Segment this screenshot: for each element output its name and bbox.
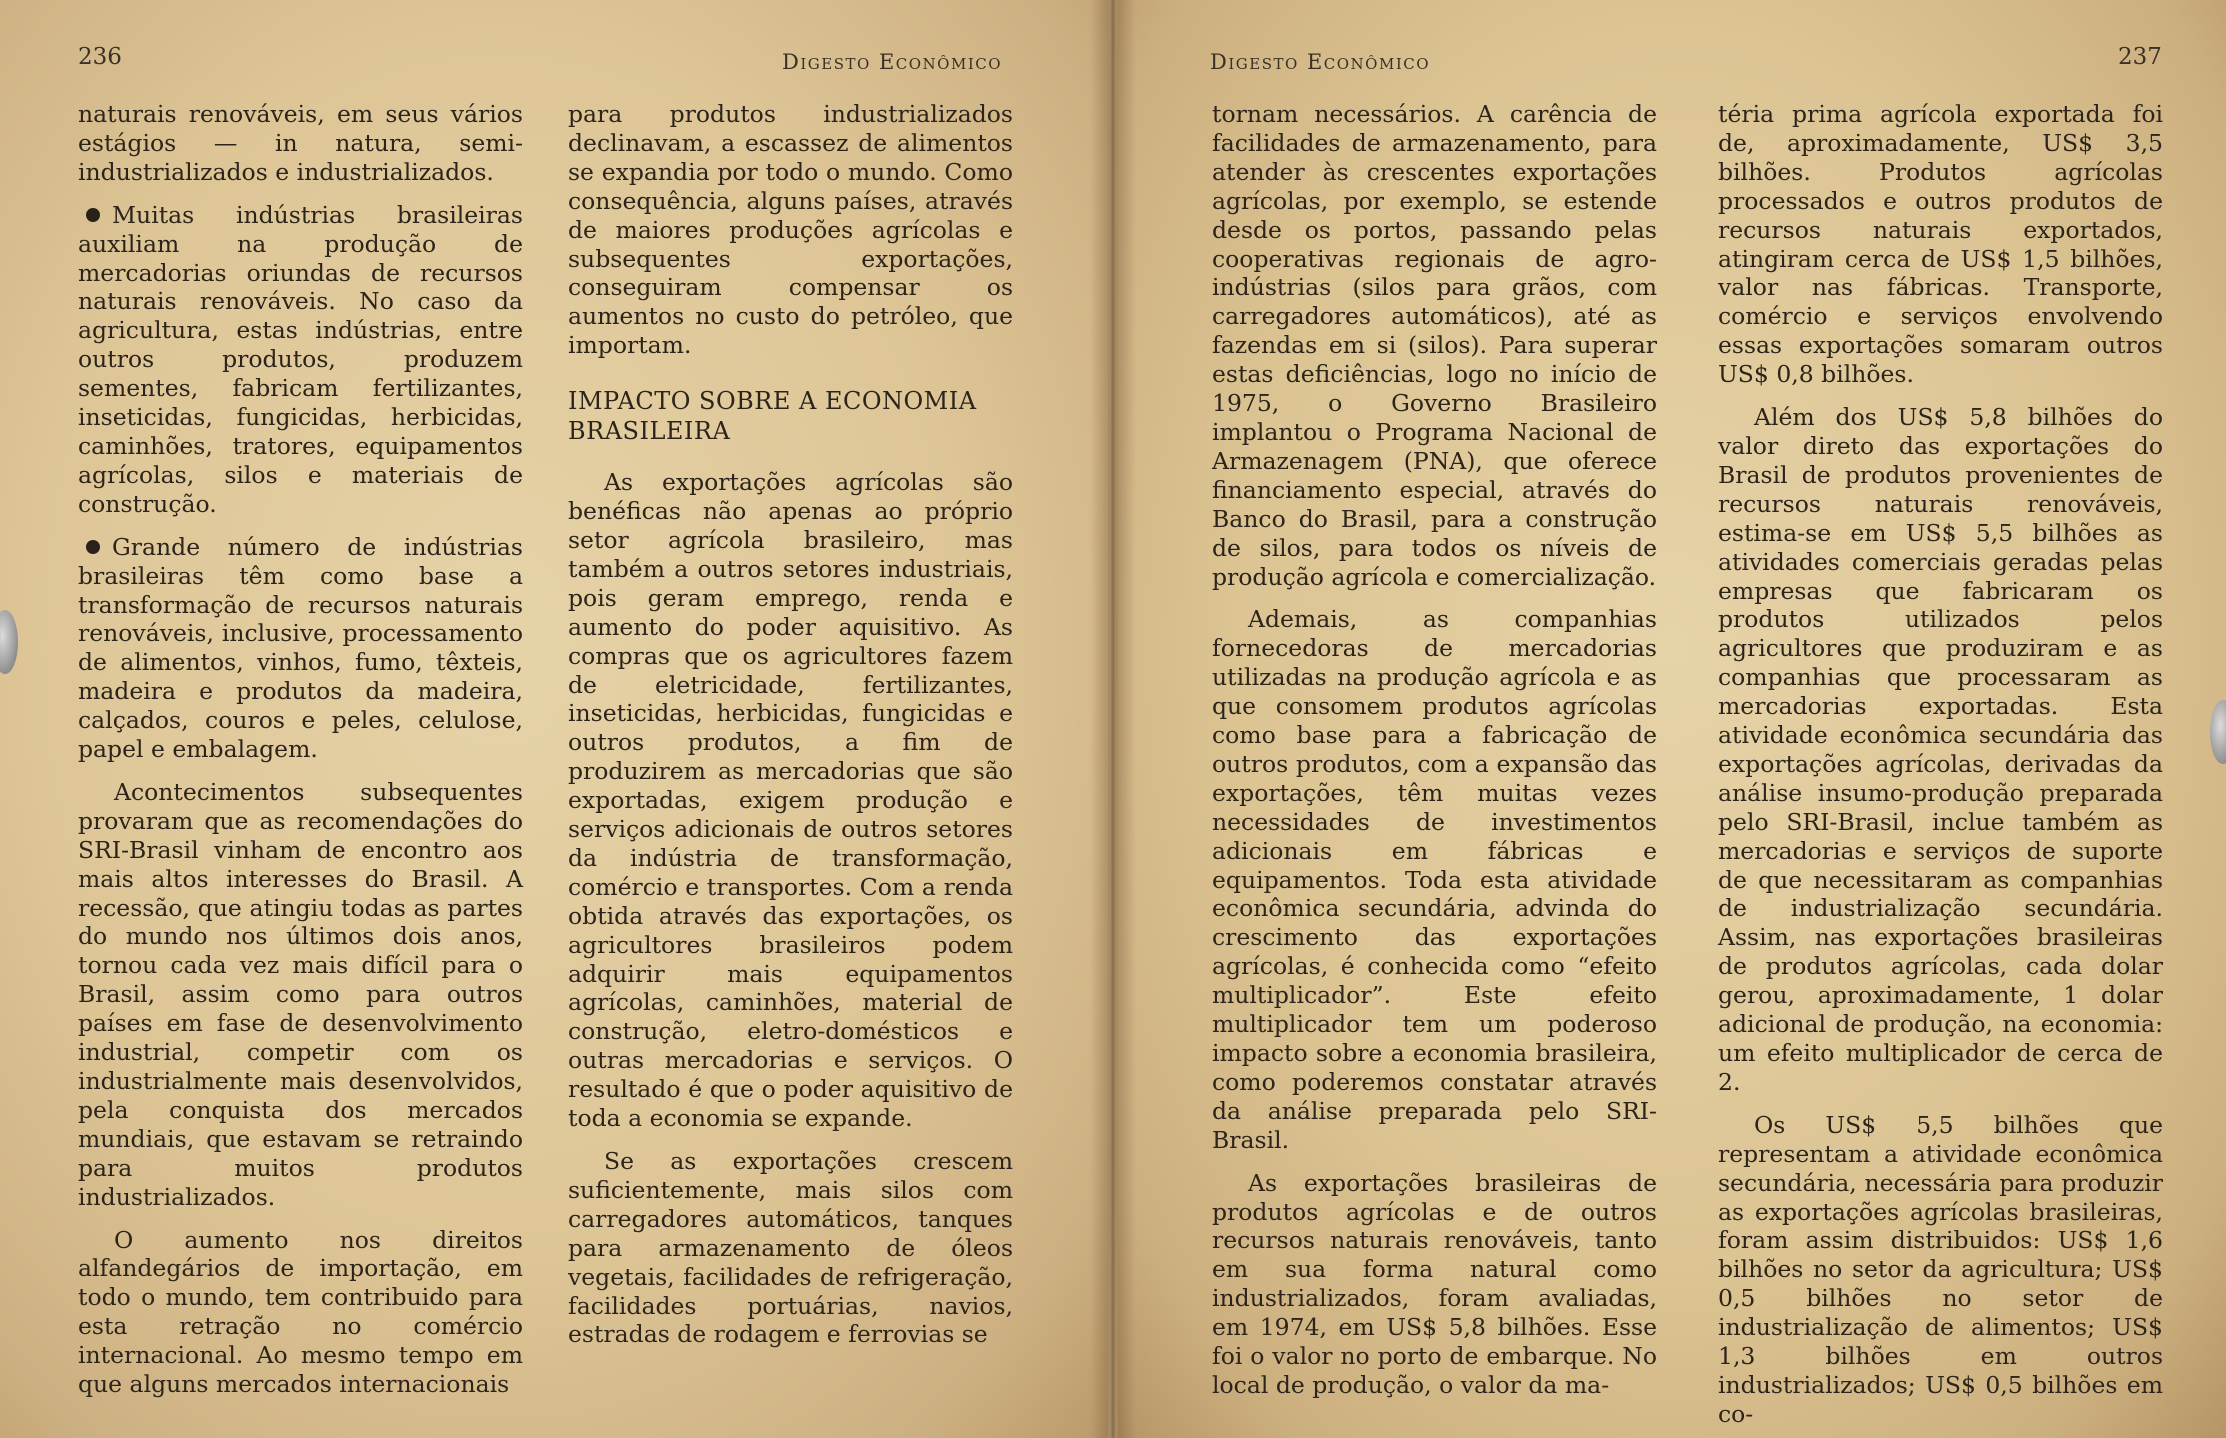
text-column-2 (568, 100, 1013, 1363)
text-column-2 (1718, 100, 2163, 1438)
paragraph: Se as exportações crescem suficientemente, mais silos com carregadores automáticos, tanques para armazenamento de óleos vegetais, facilidades de refrigeração, facilidades portuárias, navios, estradas de rodagem e ferrovias se (568, 1147, 1013, 1349)
paragraph: téria prima agrícola exportada foi de, aproximadamente, US$ 3,5 bilhões. Produtos agrícolas processados e outros produtos de recursos naturais exportados, atingiram cerca de US$ 1,5 bilhões, valor nas fábricas. Transporte, comércio e serviços envolvendo essas exportações somaram outros US$ 0,8 bilhões. (1718, 100, 2163, 389)
bullet-icon (86, 208, 100, 222)
section-heading: IMPACTO SOBRE A ECONOMIA BRASILEIRA (568, 387, 977, 446)
paragraph: Os US$ 5,5 bilhões que representam a atividade econômica secundária, necessária para produzir as exportações agrícolas brasileiras, foram assim distribuidos: US$ 1,6 bilhões no setor da agricultura; US$ 0,5 bilhões no setor de industrialização de alimentos; US$ 1,3 bilhões em outros industrializados; US$ 0,5 bilhões em co- (1718, 1110, 2163, 1428)
page-number: 236 (78, 44, 122, 70)
paragraph: Além dos US$ 5,8 bilhões do valor direto das exportações do Brasil de produtos provenientes de recursos naturais renováveis, estima-se em US$ 5,5 bilhões as atividades comerciais geradas pelas empresas que fabricaram os produtos utilizados pelos agricultores que produziram e as companhias que processaram as mercadorias exportadas. Esta atividade econômica secundária das exportações agrícolas, derivadas da análise insumo-produção preparada pelo SRI-Brasil, inclue também as mercadorias e serviços de suporte de que necessitaram as companhias de industrialização secundária. Assim, nas exportações brasileiras de produtos agrícolas, cada dolar gerou, aproximadamente, 1 dolar adicional de produção, na economia: um efeito multiplicador de cerca de 2. (1718, 403, 2163, 1096)
paragraph: Acontecimentos subsequentes provaram que as recomendações do SRI-Brasil vinham de encontro aos mais altos interesses do Brasil. A recessão, que atingiu todas as partes do mundo nos últimos dois anos, tornou cada vez mais difícil para o Brasil, assim como para outros países em fase de desenvolvimento industrial, competir com os industrialmente mais desenvolvidos, pela conquista dos mercados mundiais, que estavam se retraindo para muitos produtos industrializados. (78, 777, 523, 1211)
right-page (1118, 0, 2226, 1438)
bullet-paragraph (78, 201, 523, 519)
running-header: Digesto Econômico (782, 50, 1003, 74)
book-gutter (1090, 0, 1136, 1438)
page-number: 237 (2118, 44, 2162, 70)
paragraph: O aumento nos direitos alfandegários de importação, em todo o mundo, tem contribuido para esta retração no comércio internacional. Ao mesmo tempo em que alguns mercados internacionais (78, 1225, 523, 1399)
bullet-icon (86, 540, 100, 554)
paragraph: As exportações agrícolas são benéficas não apenas ao próprio setor agrícola brasileiro, mas também a outros setores industriais, pois geram emprego, renda e aumento do poder aquisitivo. As compras que os agricultores fazem de eletricidade, fertilizantes, inseticidas, herbicidas, fungicidas e outros produtos, a fim de produzirem as mercadorias que são exportadas, exigem produção e serviços adicionais de outros setores da indústria de transformação, comércio e transportes. Com a renda obtida através das exportações, os agricultores brasileiros podem adquirir mais equipamentos agrícolas, caminhões, material de construção, eletro-domésticos e outras mercadorias e serviços. O resultado é que o poder aquisitivo de toda a economia se expande. (568, 468, 1013, 1133)
paragraph: tornam necessários. A carência de facilidades de armazenamento, para atender às crescentes exportações agrícolas, por exemplo, se estende desde os portos, passando pelas cooperativas regionais de agro-indústrias (silos para grãos, com carregadores automáticos), até as fazendas em si (silos). Para superar estas deficiências, logo no início de 1975, o Governo Brasileiro implantou o Programa Nacional de Armazenagem (PNA), que oferece financiamento especial, através do Banco do Brasil, para a construção de silos, para todos os níveis de produção agrícola e comercialização. (1212, 100, 1657, 591)
left-page (0, 0, 1108, 1438)
binding-clip (2210, 700, 2226, 764)
bullet-text: Grande número de indústrias brasileiras têm como base a transformação de recursos naturais renováveis, inclusive, processamento de alimentos, vinhos, fumo, têxteis, madeira e produtos da madeira, calçados, couros e peles, celulose, papel e embalagem. (78, 532, 523, 764)
paragraph: naturais renováveis, em seus vários estágios — in natura, semi-industrializados e industrializados. (78, 100, 523, 186)
binding-clip (0, 610, 18, 674)
paragraph: para produtos industrializados declinavam, a escassez de alimentos se expandia por todo o mundo. Como consequência, alguns países, através de maiores produções agrícolas e subsequentes exportações, conseguiram compensar os aumentos no custo do petróleo, que importam. (568, 100, 1013, 360)
bullet-paragraph (78, 533, 523, 764)
bullet-text: Muitas indústrias brasileiras auxiliam na produção de mercadorias oriundas de recursos naturais renováveis. No caso da agricultura, estas indústrias, entre outros produtos, produzem sementes, fabricam fertilizantes, inseticidas, fungicidas, herbicidas, caminhões, tratores, equipamentos agrícolas, silos e materiais de construção. (78, 200, 523, 518)
paragraph: Ademais, as companhias fornecedoras de mercadorias utilizadas na produção agrícola e as que consomem produtos agrícolas como base para a fabricação de outros produtos, com a expansão das exportações, têm muitas vezes necessidades de investimentos adicionais em fábricas e equipamentos. Toda esta atividade econômica secundária, advinda do crescimento das exportações agrícolas, é conhecida como “efeito multiplicador”. Este efeito multiplicador tem um poderoso impacto sobre a economia brasileira, como poderemos constatar através da análise preparada pelo SRI-Brasil. (1212, 605, 1657, 1154)
text-column-1 (1212, 100, 1657, 1414)
paragraph: As exportações brasileiras de produtos agrícolas e de outros recursos naturais renováveis, tanto em sua forma natural como industrializados, foram avaliadas, em 1974, em US$ 5,8 bilhões. Esse foi o valor no porto de embarque. No local de produção, o valor da ma- (1212, 1168, 1657, 1399)
running-header: Digesto Econômico (1210, 50, 1431, 74)
text-column-1 (78, 100, 523, 1413)
